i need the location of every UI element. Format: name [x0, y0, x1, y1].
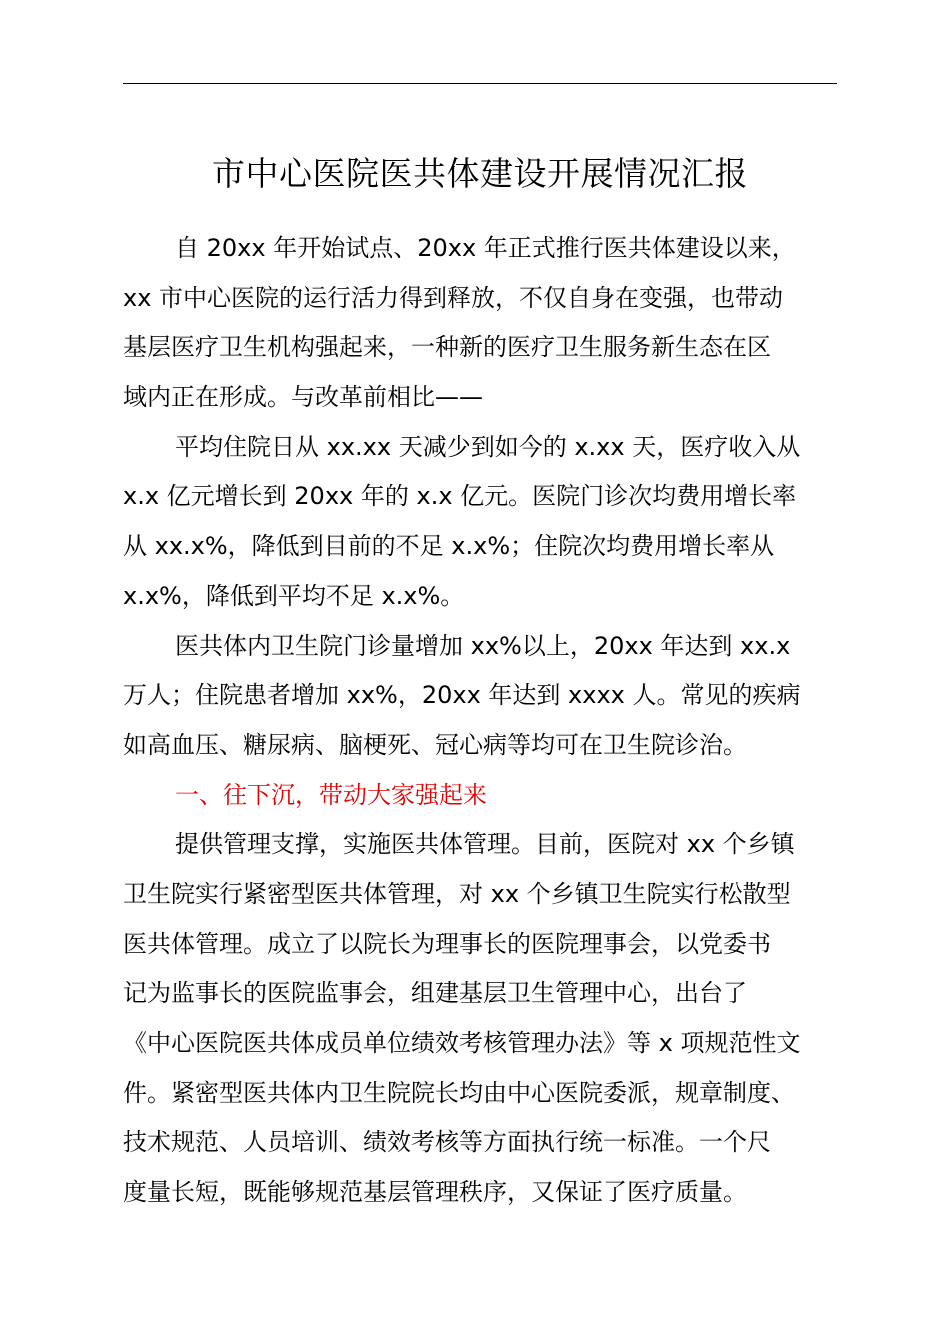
- paragraph-line: 医共体内卫生院门诊量增加 xx%以上，20xx 年达到 xx.x: [175, 631, 791, 660]
- paragraph-line: 如高血压、糖尿病、脑梗死、冠心病等均可在卫生院诊治。: [123, 730, 747, 759]
- paragraph-line: 度量长短，既能够规范基层管理秩序，又保证了医疗质量。: [123, 1178, 747, 1207]
- paragraph-line: xx 市中心医院的运行活力得到释放，不仅自身在变强，也带动: [123, 283, 784, 312]
- section-heading-paragraph: [123, 771, 843, 821]
- paragraph-line: 万人；住院患者增加 xx%，20xx 年达到 xxxx 人。常见的疾病: [123, 681, 801, 710]
- paragraph-line: 记为监事长的医院监事会，组建基层卫生管理中心，出台了: [123, 979, 747, 1008]
- paragraph-management: [123, 820, 843, 1218]
- paragraph-intro: [123, 224, 843, 423]
- paragraph-line: 域内正在形成。与改革前相比——: [123, 383, 483, 412]
- paragraph-statistics-costs: [123, 423, 843, 622]
- paragraph-line: 自 20xx 年开始试点、20xx 年正式推行医共体建设以来，: [175, 234, 796, 262]
- header-rule: [123, 83, 837, 84]
- document-title: 市中心医院医共体建设开展情况汇报: [212, 154, 748, 193]
- paragraph-line: 卫生院实行紧密型医共体管理，对 xx 个乡镇卫生院实行松散型: [123, 879, 791, 908]
- paragraph-line: 从 xx.x%，降低到目前的不足 x.x%；住院次均费用增长率从: [123, 532, 775, 561]
- paragraph-line: 技术规范、人员培训、绩效考核等方面执行统一标准。一个尺: [123, 1128, 771, 1157]
- paragraph-statistics-visits: [123, 622, 843, 771]
- document-body: [123, 224, 843, 1218]
- paragraph-line: 平均住院日从 xx.xx 天减少到如今的 x.xx 天，医疗收入从: [175, 432, 801, 461]
- paragraph-line: 提供管理支撑，实施医共体管理。目前，医院对 xx 个乡镇: [175, 830, 795, 859]
- paragraph-line: x.x%，降低到平均不足 x.x%。: [123, 581, 465, 610]
- paragraph-line: 基层医疗卫生机构强起来，一种新的医疗卫生服务新生态在区: [123, 333, 771, 362]
- paragraph-line: 《中心医院医共体成员单位绩效考核管理办法》等 x 项规范性文: [123, 1029, 801, 1057]
- paragraph-line: 件。紧密型医共体内卫生院院长均由中心医院委派，规章制度、: [123, 1078, 795, 1107]
- section-heading: 一、往下沉，带动大家强起来: [175, 780, 487, 809]
- paragraph-line: 医共体管理。成立了以院长为理事长的医院理事会，以党委书: [123, 929, 771, 958]
- paragraph-line: x.x 亿元增长到 20xx 年的 x.x 亿元。医院门诊次均费用增长率: [123, 482, 797, 511]
